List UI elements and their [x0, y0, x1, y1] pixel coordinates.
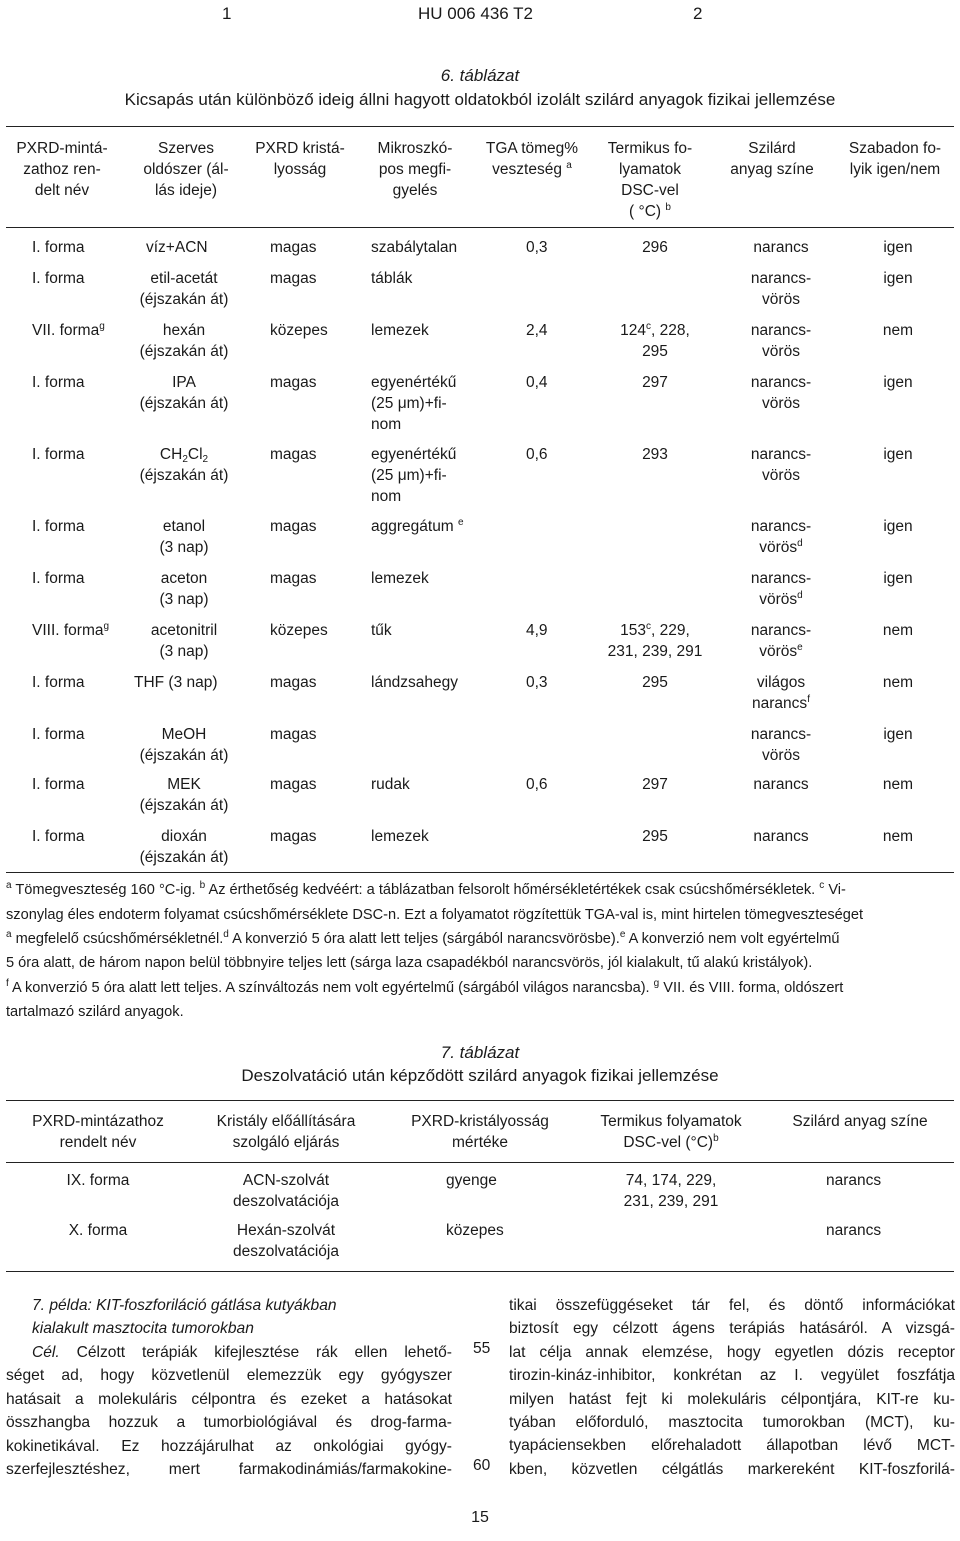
table6-row-2-crystallinity: magas — [270, 270, 317, 287]
table6-row-11-solvent: MEK (éjszakán át) — [139, 776, 229, 814]
table7-row-1-crystallinity: gyenge — [446, 1172, 497, 1189]
table7-bottom-rule — [6, 1271, 954, 1272]
table6-row-3-microscopy: lemezek — [371, 322, 429, 339]
table6-row-8-tga: 4,9 — [526, 622, 548, 639]
table7-header-1: PXRD-mintázathoz rendelt név — [32, 1113, 164, 1151]
table6-footnote-line-3: $^a$ megfelelő csúcshőmérsékletnél.$^d$ A konverzió 5 óra alatt lett teljes (sárgából narancsvörösbe).$^e$ A konverzió nem volt egyértelmű — [6, 929, 840, 947]
table6-row-12-solvent: dioxán (éjszakán át) — [139, 828, 229, 866]
table6-row-11-name: I. forma — [32, 776, 85, 793]
table7-row-1-name: IX. forma — [66, 1172, 130, 1189]
table6-row-1-solvent: víz+ACN — [146, 239, 208, 256]
table6-row-1-microscopy: szabálytalan — [371, 239, 458, 256]
table6-row-9-tga: 0,3 — [526, 674, 548, 691]
table6-row-5-name: I. forma — [32, 446, 85, 463]
table6-row-5-microscopy: egyenértékű (25 μm)+fi- nom — [371, 446, 457, 505]
table6-row-4-color: narancs- vörös — [750, 374, 812, 412]
document-id: HU 006 436 T2 — [418, 4, 533, 23]
table6-label: 6. táblázat — [440, 66, 520, 85]
table6-row-1-free-flowing: igen — [883, 239, 913, 256]
table6-footnote-line-2: szonylag éles endoterm folyamat csúcshőmérséklete DSC-n. Ezt a folyamatot rögzítettük TGA-val is, mint hirtelen tömegveszteséget — [6, 907, 864, 923]
table6-header-4: Mikroszkó- pos megfi- gyelés — [377, 140, 453, 199]
example-left-line-1: Cél. Célzott terápiák kifejlesztése rák ellen lehető- — [32, 1344, 452, 1361]
table6-row-6-crystallinity: magas — [270, 518, 317, 535]
table6-header-5: TGA tömeg% veszteség $^a$ — [485, 140, 579, 178]
table6-row-8-microscopy: tűk — [371, 622, 392, 639]
table6-row-5-tga: 0,6 — [526, 446, 548, 463]
table6-row-7-color: narancs- vörös$^d$ — [750, 570, 812, 608]
table6-row-10-name: I. forma — [32, 726, 85, 743]
table6-row-3-color: narancs- vörös — [750, 322, 812, 360]
table6-row-3-solvent: hexán (éjszakán át) — [139, 322, 229, 360]
table6-row-1-color: narancs — [753, 239, 809, 256]
table6-row-3-dsc: 124$^c$, 228, 295 — [620, 321, 690, 360]
table6-row-1-crystallinity: magas — [270, 239, 317, 256]
table6-row-12-name: I. forma — [32, 828, 85, 845]
table6-row-8-dsc: 153$^c$, 229, 231, 239, 291 — [607, 621, 703, 660]
table6-header-7: Szilárd anyag színe — [730, 140, 814, 178]
table6-row-2-microscopy: táblák — [371, 270, 413, 287]
table6-row-11-crystallinity: magas — [270, 776, 317, 793]
page-number: 15 — [471, 1509, 489, 1526]
table7-label: 7. táblázat — [440, 1043, 520, 1062]
table6-row-9-free-flowing: nem — [882, 674, 914, 691]
table6-header-8: Szabadon fo- lyik igen/nem — [848, 140, 942, 178]
table6-row-4-free-flowing: igen — [883, 374, 913, 391]
table7-row-2-method: Hexán-szolvát deszolvatációja — [233, 1222, 339, 1260]
table6-row-7-crystallinity: magas — [270, 570, 317, 587]
table6-row-8-color: narancs- vörös$^e$ — [750, 622, 812, 660]
table6-row-6-color: narancs- vörös$^d$ — [750, 518, 812, 556]
table6-row-11-free-flowing: nem — [882, 776, 914, 793]
table7-top-rule — [6, 1100, 954, 1101]
table6-row-8-free-flowing: nem — [882, 622, 914, 639]
table6-row-2-color: narancs- vörös — [750, 270, 812, 308]
example-right-line-2: biztosít egy célzott ágens terápiás hatásáról. A vizsgá- — [509, 1320, 955, 1338]
table7-row-2-color: narancs — [826, 1222, 882, 1239]
table6-row-9-color: világos narancs$^f$ — [752, 674, 810, 712]
line-number-60: 60 — [473, 1457, 491, 1474]
table6-row-9-solvent: THF (3 nap) — [134, 674, 218, 691]
table6-row-1-name: I. forma — [32, 239, 85, 256]
example-right-line-5: milyen hatást fejt ki molekuláris célpontjára, KIT-re ku- — [509, 1390, 955, 1408]
table7-row-2-name: X. forma — [68, 1222, 128, 1239]
table6-row-7-free-flowing: igen — [883, 570, 913, 587]
table6-row-10-color: narancs- vörös — [750, 726, 812, 764]
table6-row-6-microscopy: aggregátum $^e$ — [371, 517, 464, 535]
table6-row-7-name: I. forma — [32, 570, 85, 587]
table6-row-7-solvent: aceton (3 nap) — [159, 570, 209, 608]
table6-row-8-name: VIII. forma$^g$ — [32, 621, 110, 639]
example-left-line-3: hatásait a molekuláris célpontra és ezeket a hatásokat — [6, 1390, 452, 1408]
table6-row-12-free-flowing: nem — [882, 828, 914, 845]
table6-row-2-free-flowing: igen — [883, 270, 913, 287]
example-right-line-7: tyapáciensekben előrehaladott állapotban lévő MCT- — [509, 1437, 955, 1455]
table6-row-12-color: narancs — [753, 828, 809, 845]
table6-row-5-free-flowing: igen — [883, 446, 913, 463]
table6-footnote-line-6: tartalmazó szilárd anyagok. — [6, 1004, 184, 1020]
table6-top-rule — [6, 126, 954, 127]
table6-row-6-name: I. forma — [32, 518, 85, 535]
table6-row-12-microscopy: lemezek — [371, 828, 429, 845]
table6-row-4-tga: 0,4 — [526, 374, 548, 391]
table6-row-12-crystallinity: magas — [270, 828, 317, 845]
table6-row-2-solvent: etil-acetát (éjszakán át) — [139, 270, 229, 308]
table6-footnote-line-4: 5 óra alatt, de három napon belül többnyire teljes lett (sárga laza csapadékból narancsvörös, jól kialakult, tű alakú kristályok). — [6, 955, 813, 971]
table6-row-2-name: I. forma — [32, 270, 85, 287]
table7-header-5: Szilárd anyag színe — [792, 1113, 928, 1130]
example-right-line-8: kben, közvetlen célgátlás markereként KIT-foszforilá- — [509, 1460, 955, 1478]
table6-row-4-dsc: 297 — [642, 374, 668, 391]
table6-footnote-line-5: $^f$ A konverzió 5 óra alatt lett teljes. A színváltozás nem volt egyértelmű (sárgából világos narancsba). $^g$ VII. és VIII. forma, oldószert — [6, 978, 844, 996]
table7-header-2: Kristály előállítására szolgáló eljárás — [216, 1113, 356, 1151]
table6-row-4-solvent: IPA (éjszakán át) — [139, 374, 229, 412]
table6-row-1-tga: 0,3 — [526, 239, 548, 256]
left-page-number: 1 — [222, 4, 232, 23]
table6-row-3-name: VII. forma$^g$ — [32, 321, 105, 339]
table7-row-1-method: ACN-szolvát deszolvatációja — [233, 1172, 339, 1210]
table7-row-1-dsc: 74, 174, 229, 231, 239, 291 — [623, 1172, 719, 1210]
table7-row-1-color: narancs — [826, 1172, 882, 1189]
table6-row-6-free-flowing: igen — [883, 518, 913, 535]
table7-header-3: PXRD-kristályosság mértéke — [411, 1113, 549, 1151]
table6-row-3-crystallinity: közepes — [270, 322, 328, 339]
example-right-line-6: tyában előforduló, masztocita tumorokban (MCT), ku- — [509, 1414, 955, 1431]
example-right-line-4: tirozin-kináz-inhibitor, konkrétan az I. vegyület foszfátja — [509, 1367, 955, 1385]
table6-row-7-microscopy: lemezek — [371, 570, 429, 587]
table6-row-8-solvent: acetonitril (3 nap) — [150, 622, 218, 660]
table6-row-9-dsc: 295 — [642, 674, 668, 691]
table6-row-9-name: I. forma — [32, 674, 85, 691]
table6-header-rule — [6, 227, 954, 228]
table6-row-3-free-flowing: nem — [882, 322, 914, 339]
table6-title: Kicsapás után különböző ideig állni hagyott oldatokból izolált szilárd anyagok fizikai jellemzése — [124, 90, 836, 109]
table6-row-9-crystallinity: magas — [270, 674, 317, 691]
table6-row-5-crystallinity: magas — [270, 446, 317, 463]
example-left-line-4: összhangba hozzuk a tumorbiológiával és drog-farma- — [6, 1414, 452, 1432]
example-left-line-5: kokinetikával. Ez hozzájárulhat az onkológiai gyógy- — [6, 1437, 452, 1455]
table6-row-10-crystallinity: magas — [270, 726, 317, 743]
table6-row-3-tga: 2,4 — [526, 322, 548, 339]
example-left-line-2: séget ad, hogy közvetlenül elemezzük egy gyógyszer — [6, 1367, 452, 1385]
table6-header-3: PXRD kristá- lyosság — [255, 140, 345, 178]
table6-row-11-tga: 0,6 — [526, 776, 548, 793]
table6-row-11-color: narancs — [753, 776, 809, 793]
table6-row-5-dsc: 293 — [642, 446, 668, 463]
table6-row-4-microscopy: egyenértékű (25 μm)+fi- nom — [371, 374, 457, 433]
table6-row-9-microscopy: lándzsahegy — [371, 674, 459, 691]
table7-header-rule — [6, 1162, 954, 1163]
table6-row-4-crystallinity: magas — [270, 374, 317, 391]
table7-header-4: Termikus folyamatok DSC-vel $(^\circ C)^b$ — [600, 1113, 742, 1151]
table6-row-4-name: I. forma — [32, 374, 85, 391]
right-page-number: 2 — [693, 4, 703, 23]
example-right-line-1: tikai összefüggéseket tár fel, és döntő információkat — [509, 1297, 955, 1314]
example-left-line-6: szerfejlesztéshez, mert farmakodinámiás/farmakokine- — [6, 1461, 452, 1478]
table6-row-8-crystallinity: közepes — [270, 622, 328, 639]
table6-header-6: Termikus fo- lyamatok DSC-vel ( °C) $^b$ — [607, 140, 693, 220]
table6-header-1: PXRD-mintá- zathoz ren- delt név — [16, 140, 108, 199]
table6-row-5-color: narancs- vörös — [750, 446, 812, 484]
table6-row-5-solvent: $CH_2Cl_2$ (éjszakán át) — [139, 446, 229, 484]
table7-row-2-crystallinity: közepes — [446, 1222, 504, 1239]
example-title: 7. példa: KIT-foszforiláció gátlása kutyákban kialakult masztocita tumorokban — [32, 1297, 337, 1338]
table6-row-12-dsc: 295 — [642, 828, 668, 845]
line-number-55: 55 — [473, 1340, 491, 1357]
table6-row-11-dsc: 297 — [642, 776, 668, 793]
table6-bottom-rule — [6, 872, 954, 873]
table6-row-10-free-flowing: igen — [883, 726, 913, 743]
table6-row-1-dsc: 296 — [642, 239, 668, 256]
table6-row-10-solvent: MeOH (éjszakán át) — [139, 726, 229, 764]
table6-row-6-solvent: etanol (3 nap) — [159, 518, 209, 556]
table6-row-11-microscopy: rudak — [371, 776, 410, 793]
table6-header-2: Szerves oldószer (ál- lás ideje) — [143, 140, 229, 199]
table6-footnote-line-1: $^a$ Tömegveszteség 160 °C-ig. $^b$ Az érthetőség kedvéért: a táblázatban felsorolt hőmérsékletértékek csak csúcshőmérsékletek. $^c$ Vi- — [6, 880, 846, 898]
table7-title: Deszolvatáció után képződött szilárd anyagok fizikai jellemzése — [241, 1066, 719, 1085]
example-right-line-3: lat célja annak elemzése, hogy egyetlen dózis receptor — [509, 1343, 955, 1361]
